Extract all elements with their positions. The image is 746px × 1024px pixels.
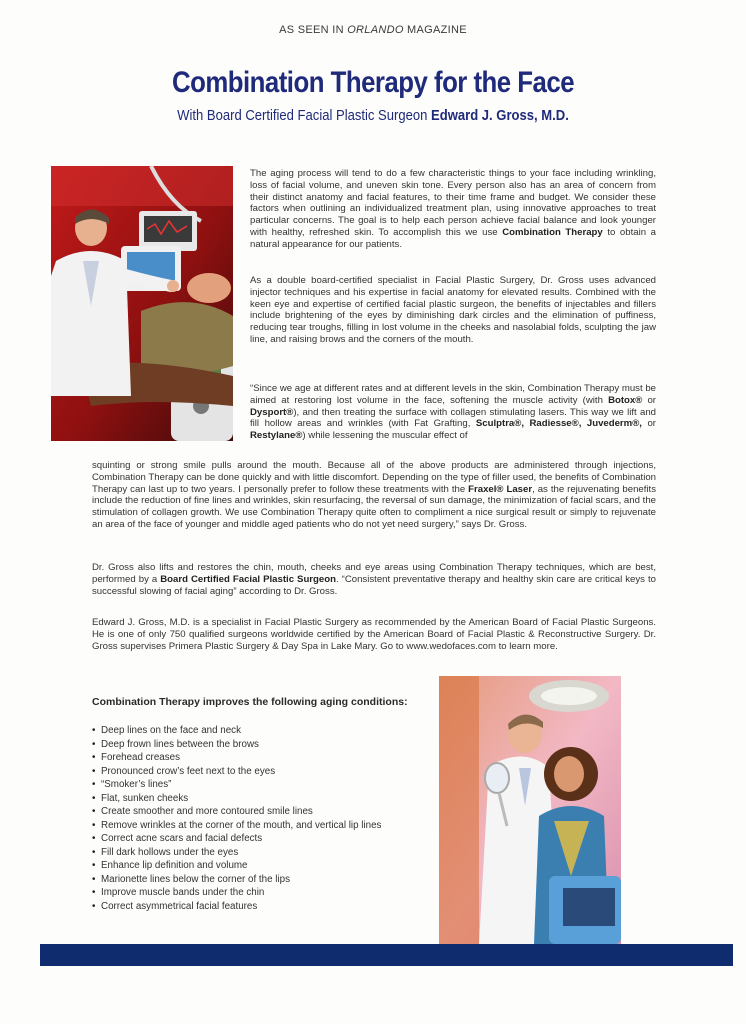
- conditions-list: [92, 724, 432, 913]
- bio-paragraph: Edward J. Gross, M.D. is a specialist in Facial Plastic Surgery as recommended by the American Board of Facial Plastic Surgeons. He is one of only 750 qualified surgeons worldwide certified by the American Board of Facial Plastic & Reconstructive Surgery. Dr. Gross supervises Primera Plastic Surgery & Day Spa in Lake Mary. Go to www.wedofaces.com to learn more.: [92, 617, 656, 652]
- laser-treatment-illustration: [51, 166, 233, 441]
- list-item: • Forehead creases: [92, 751, 432, 765]
- consultation-photo: [439, 676, 621, 944]
- quote-paragraph-part1: “Since we age at different rates and at different levels in the skin, Combination Therapy must be aimed at restoring lost volume in the face, softening the muscle activity (with Botox® or Dysport®), and then treating the surface with collagen stimulating lasers. This way we lift and fill hollow areas and wrinkles (with Fat Grafting, Sculptra®, Radiesse®, Juvederm®, or Restylane®) while lessening the muscular effect of: [250, 383, 656, 442]
- list-item: • “Smoker’s lines”: [92, 778, 432, 792]
- quote-paragraph-part2: squinting or strong smile pulls around the mouth. Because all of the above products are administered through injections, Combination Therapy can be done quickly and with little discomfort. Depending on the type of filler used, the benefits of Combination Therapy can last up to two years. I personally prefer to follow these treatments with the Fraxel® Laser, as the rejuvenating benefits include the reduction of fine lines and wrinkles, skin resurfacing, the reversal of sun damage, the minimization of facial scars, and the stimulation of collagen growth. We use Combination Therapy quite often to compliment a nice surgical result or simply to rejuvenate an area of the face of younger and middle aged patients who do not yet need surgery,” says Dr. Gross.: [92, 460, 656, 530]
- list-item: • Deep lines on the face and neck: [92, 724, 432, 738]
- list-item: • Correct acne scars and facial defects: [92, 832, 432, 846]
- list-item: • Marionette lines below the corner of the lips: [92, 873, 432, 887]
- surgeon-name: Edward J. Gross, M.D.: [431, 108, 569, 124]
- footer-color-bar: [40, 944, 733, 966]
- magazine-name: ORLANDO: [347, 24, 404, 36]
- list-item: • Correct asymmetrical facial features: [92, 900, 432, 914]
- conditions-list-heading: Combination Therapy improves the following aging conditions:: [92, 696, 408, 708]
- list-item: • Enhance lip definition and volume: [92, 859, 432, 873]
- laser-treatment-photo: [51, 166, 233, 441]
- list-item: • Deep frown lines between the brows: [92, 738, 432, 752]
- specialist-paragraph: As a double board-certified specialist in Facial Plastic Surgery, Dr. Gross uses advanced injector techniques and his expertise in facial anatomy for elevated results. Combined with the keen eye and expertise of certified facial plastic surgeon, the benefits of injectables and fillers include brightening of the eyes by diminishing dark circles and the elimination of puffiness, reducing tear troughs, filling in lost volume in the cheeks and nasolabial folds, sculpting the jaw line, and raising brows and the corners of the mouth.: [250, 275, 656, 345]
- restoration-paragraph: Dr. Gross also lifts and restores the chin, mouth, cheeks and eye areas using Combination Therapy techniques, which are best, performed by a Board Certified Facial Plastic Surgeon. “Consistent preventative therapy and healthy skin care are critical keys to successful slowing of facial aging” according to Dr. Gross.: [92, 562, 656, 597]
- as-seen-in-tagline: AS SEEN IN ORLANDO MAGAZINE: [279, 24, 467, 36]
- article-subtitle: With Board Certified Facial Plastic Surgeon Edward J. Gross, M.D.: [177, 108, 569, 124]
- list-item: • Create smoother and more contoured smile lines: [92, 805, 432, 819]
- list-item: • Improve muscle bands under the chin: [92, 886, 432, 900]
- list-item: • Fill dark hollows under the eyes: [92, 846, 432, 860]
- article-title: Combination Therapy for the Face: [171, 66, 575, 99]
- list-item: • Remove wrinkles at the corner of the mouth, and vertical lip lines: [92, 819, 432, 833]
- consultation-illustration: [439, 676, 621, 944]
- list-item: • Flat, sunken cheeks: [92, 792, 432, 806]
- intro-paragraph: The aging process will tend to do a few characteristic things to your face including wrinkling, loss of facial volume, and uneven skin tone. Every person also has an area of concern from their distinct anatomy and facial features, to their time frame and budget. We consider these factors when outlining an individualized treatment plan, using innovative approaches to treat particular concerns. The goal is to help each person achieve facial balance and look younger with healthy, refreshed skin. To accomplish this we use Combination Therapy to obtain a natural appearance for our patients.: [250, 168, 656, 250]
- list-item: • Pronounced crow’s feet next to the eyes: [92, 765, 432, 779]
